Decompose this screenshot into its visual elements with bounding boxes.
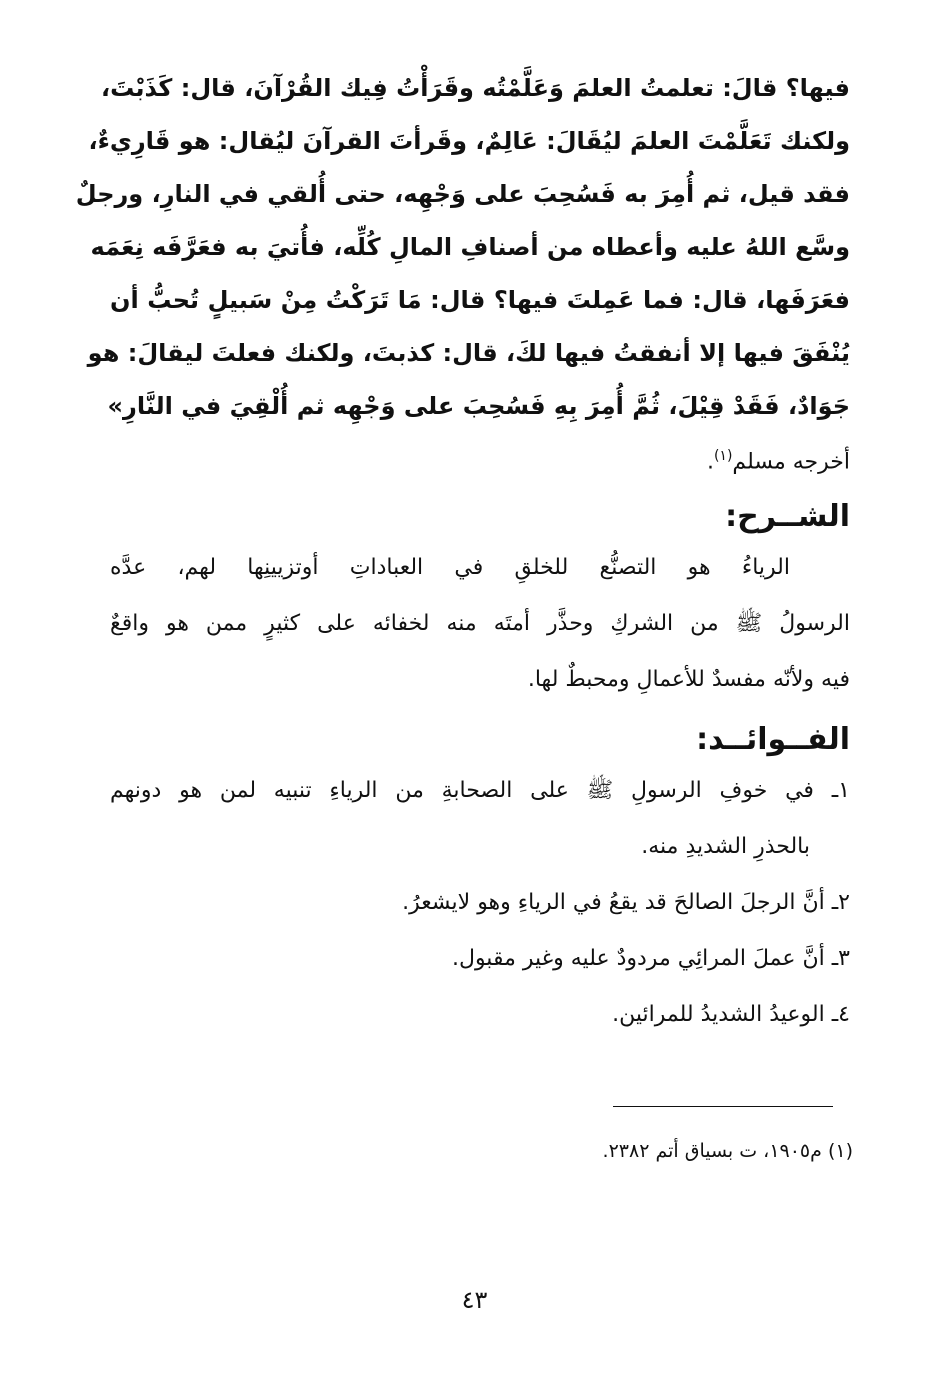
sharh-line: الرسولُ ﷺ من الشركِ وحذَّر أمتَه منه لخفائه على كثيرٍ ممن هو واقعٌ <box>110 611 850 637</box>
benefit-item-1: ١ـ في خوفِ الرسولِ ﷺ على الصحابةِ من الرياءِ تنبيه لمن هو دونهم <box>110 778 850 804</box>
footnote-reference: (١) <box>713 448 733 464</box>
hadith-line: فقد قيل، ثم أُمِرَ به فَسُحِبَ على وَجْهِه، حتى أُلقي في النارِ، ورجلٌ <box>75 180 850 208</box>
hadith-line: ولكنك تَعَلَّمْتَ العلمَ ليُقَالَ: عَالِمٌ، وقَرأتَ القرآنَ ليُقال: هو قَارِيءٌ، <box>88 127 850 155</box>
footnote-divider <box>613 1106 833 1107</box>
page-body <box>75 62 850 1043</box>
sharh-line: فيه ولأنّه مفسدٌ للأعمالِ ومحبطٌ لها. <box>527 667 850 693</box>
attribution-end: . <box>706 449 714 475</box>
sharh-line: الرياءُ هو التصنُّع للخلقِ في العباداتِ أوتزيينِها لهم، عدَّه <box>110 555 790 581</box>
benefit-item-4: ٤ـ الوعيدُ الشديدُ للمرائين. <box>612 1002 850 1028</box>
fawaid-list <box>110 763 850 1043</box>
attribution-text: أخرجه مسلم <box>732 449 850 475</box>
hadith-line: يُنْفَقَ فيها إلا أنفقتُ فيها لكَ، قال: كذبتَ، ولكنك فعلتَ ليقالَ: هو <box>87 339 850 367</box>
benefit-item-1-continued: بالحذرِ الشديدِ منه. <box>641 834 810 860</box>
hadith-line: فعَرَفَها، قال: فما عَمِلتَ فيها؟ قال: مَا تَرَكْتُ مِنْ سَبيلٍ تُحبُّ أن <box>110 286 850 314</box>
hadith-line: فيها؟ قالَ: تعلمتُ العلمَ وَعَلَّمْتُه وقَرَأْتُ فِيك القُرْآنَ، قال: كَذَبْتَ، <box>101 74 850 102</box>
footnote: (١) م١٩٠٥، ت بسياق أتم ٢٣٨٢. <box>602 1140 853 1162</box>
hadith-line: جَوَادٌ، فَقَدْ قِيْلَ، ثُمَّ أُمِرَ بِهِ فَسُحِبَ على وَجْهِه ثم أُلْقِيَ في النَّارِ» <box>107 392 850 420</box>
sharh-paragraph <box>110 540 850 708</box>
hadith-text <box>75 62 850 433</box>
hadith-line: وسَّع اللهُ عليه وأعطاه من أصنافِ المالِ كُلِّه، فأُتيَ به فعَرَّفَه نِعَمَه <box>90 233 850 261</box>
fawaid-heading: الفــوائــد: <box>696 722 850 758</box>
benefit-item-3: ٣ـ أنَّ عملَ المرائِي مردودٌ عليه وغير مقبول. <box>451 946 850 972</box>
sharh-heading: الشــرح: <box>725 499 850 535</box>
benefit-item-2: ٢ـ أنَّ الرجلَ الصالحَ قد يقعُ في الرياءِ وهو لايشعرُ. <box>402 890 850 916</box>
hadith-attribution <box>110 433 850 485</box>
page-number: ٤٣ <box>461 1286 488 1314</box>
